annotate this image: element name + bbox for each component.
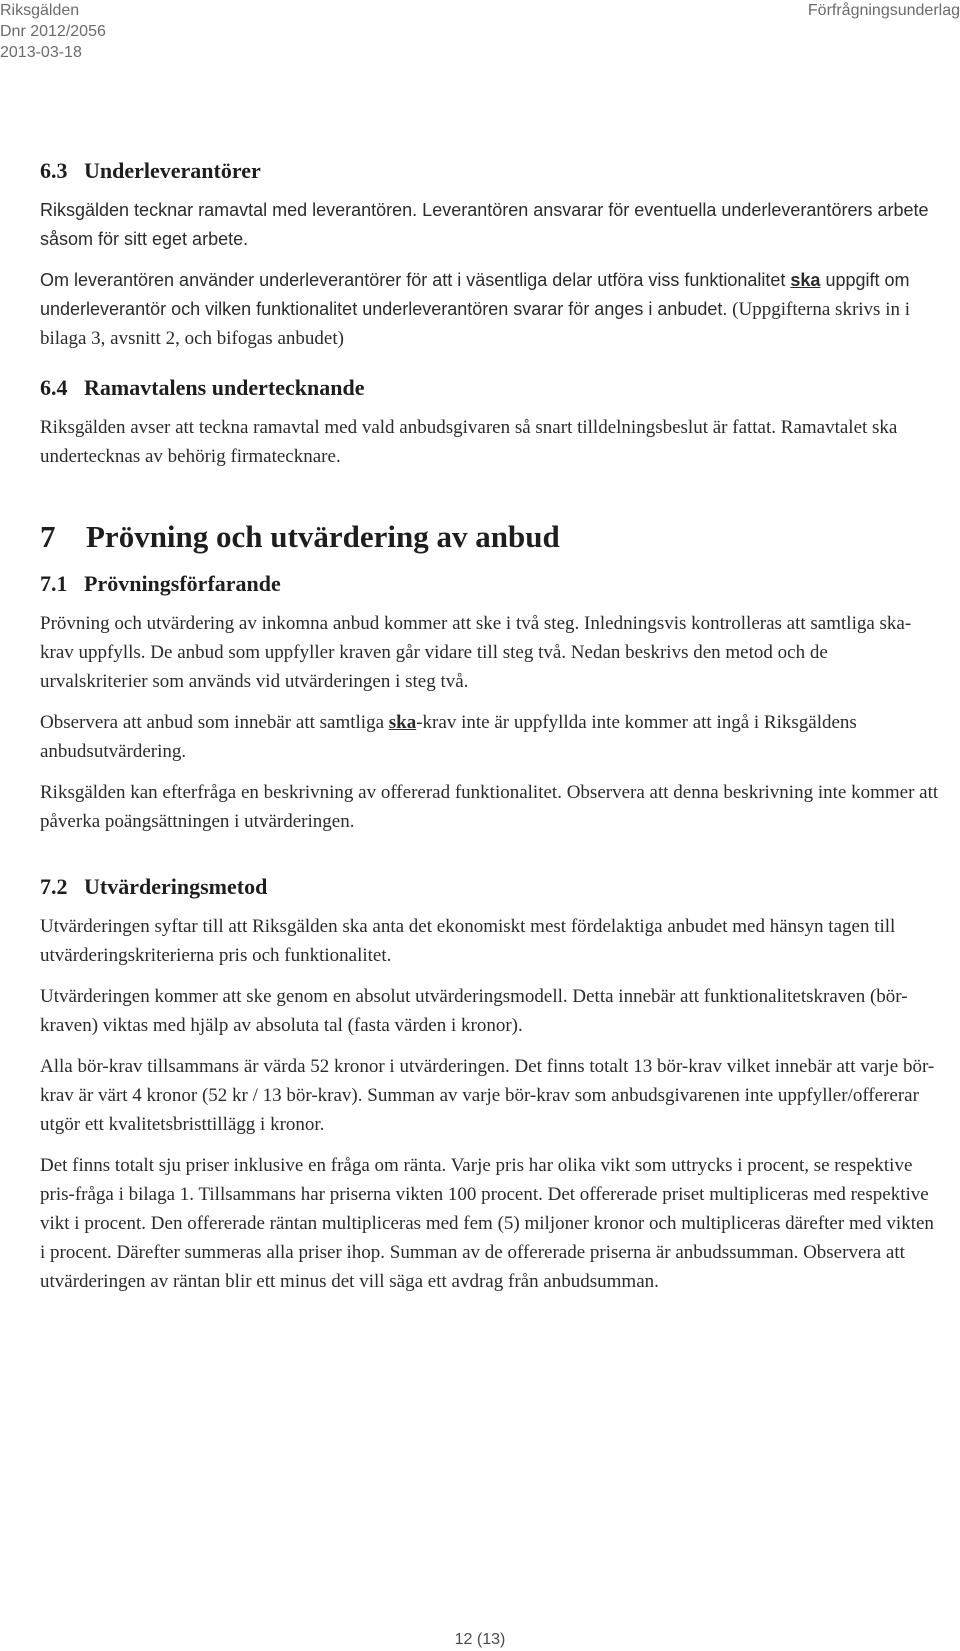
section-7-1-paragraph-2: [40, 708, 940, 766]
note-text: (Uppgifterna skrivs in i bilaga 3, avsnitt 2, och bifogas anbudet): [40, 299, 910, 349]
text-run: Om leverantören använder underleverantörer för att i väsentliga delar utföra viss funktionalitet: [40, 270, 791, 290]
section-7-2-paragraph-4: Det finns totalt sju priser inklusive en fråga om ränta. Varje pris har olika vikt som uttrycks i procent, se respektive pris-fråga i bilaga 1. Tillsammans har priserna vikten 100 procent. Det offererade priset multipliceras med respektive vikt i procent. Den offererade räntan multipliceras med fem (5) miljoner kronor och multipliceras därefter med vikten i procent. Därefter summeras alla priser ihop. Summan av de offererade priserna är anbudssumman. Observera att utvärderingen av räntan blir ett minus det vill säga ett avdrag från anbudsumman.: [40, 1155, 934, 1292]
text-run: -krav inte är uppfyllda inte kommer att ingå i Riksgäldens anbudsutvärdering.: [40, 712, 857, 762]
section-7-2-paragraph-3: Alla bör-krav tillsammans är värda 52 kronor i utvärderingen. Det finns totalt 13 bör-krav vilket innebär att varje bör-krav är värt 4 kronor (52 kr / 13 bör-krav). Summan av varje bör-krav som anbudsgivarenen inte uppfyller/offererar utgör ett kvalitetsbristtillägg i kronor.: [40, 1056, 935, 1135]
ska-emphasis: ska: [790, 270, 821, 290]
ska-emphasis: ska: [388, 712, 417, 733]
section-7-2-heading: [40, 874, 940, 900]
section-title: Prövningsförfarande: [84, 571, 281, 596]
section-6-4-heading: [40, 375, 940, 401]
section-number: 7: [40, 519, 56, 554]
section-6-3-heading: [40, 158, 940, 184]
document-body: [40, 158, 940, 1308]
section-number: 6.3: [40, 158, 68, 183]
section-title: Underleverantörer: [84, 158, 261, 183]
section-title: Utvärderingsmetod: [84, 874, 268, 899]
section-7-2-paragraph-1: Utvärderingen syftar till att Riksgälden ska anta det ekonomiskt mest fördelaktiga anbudet med hänsyn tagen till utvärderingskriterierna pris och funktionalitet.: [40, 916, 896, 966]
page-number: 12 (13): [454, 1631, 506, 1648]
section-title: Prövning och utvärdering av anbud: [86, 519, 560, 554]
text-run: Observera att anbud som innebär att samtliga: [40, 712, 389, 733]
header-org: Riksgälden: [0, 2, 80, 19]
section-number: 7.1: [40, 571, 68, 596]
header-dnr: Dnr 2012/2056: [0, 23, 106, 40]
section-7-1-paragraph-1: Prövning och utvärdering av inkomna anbud kommer att ske i två steg. Inledningsvis kontrolleras att samtliga ska-krav uppfylls. De anbud som uppfyller kraven går vidare till steg två. Nedan beskrivs den metod och de urvalskriterier som används vid utvärderingen i steg två.: [40, 613, 912, 692]
section-6-3-paragraph-1: Riksgälden tecknar ramavtal med leverantören. Leverantören ansvarar för eventuella underleverantörers arbete såsom för sitt eget arbete.: [40, 200, 929, 249]
section-7-1-paragraph-3: Riksgälden kan efterfråga en beskrivning av offererad funktionalitet. Observera att denna beskrivning inte kommer att påverka poängsättningen i utvärderingen.: [40, 782, 939, 832]
section-number: 7.2: [40, 874, 68, 899]
header-date: 2013-03-18: [0, 44, 82, 61]
section-6-3-paragraph-2: [40, 266, 940, 353]
section-7-2-paragraph-2: Utvärderingen kommer att ske genom en absolut utvärderingsmodell. Detta innebär att funktionalitetskraven (bör-kraven) viktas med hjälp av absoluta tal (fasta värden i kronor).: [40, 986, 908, 1036]
section-title: Ramavtalens undertecknande: [84, 375, 365, 400]
header-doc-type: Förfrågningsunderlag: [807, 2, 960, 19]
section-7-heading: [40, 519, 940, 555]
section-6-4-paragraph-1: Riksgälden avser att teckna ramavtal med vald anbudsgivaren så snart tilldelningsbeslut är fattat. Ramavtalet ska undertecknas av behörig firmatecknare.: [40, 417, 898, 467]
section-number: 6.4: [40, 375, 68, 400]
text-run: uppgift om underleverantör och vilken funktionalitet underleverantören svarar för anges i anbudet.: [40, 270, 910, 319]
section-7-1-heading: [40, 571, 940, 597]
header-left: [0, 0, 106, 63]
